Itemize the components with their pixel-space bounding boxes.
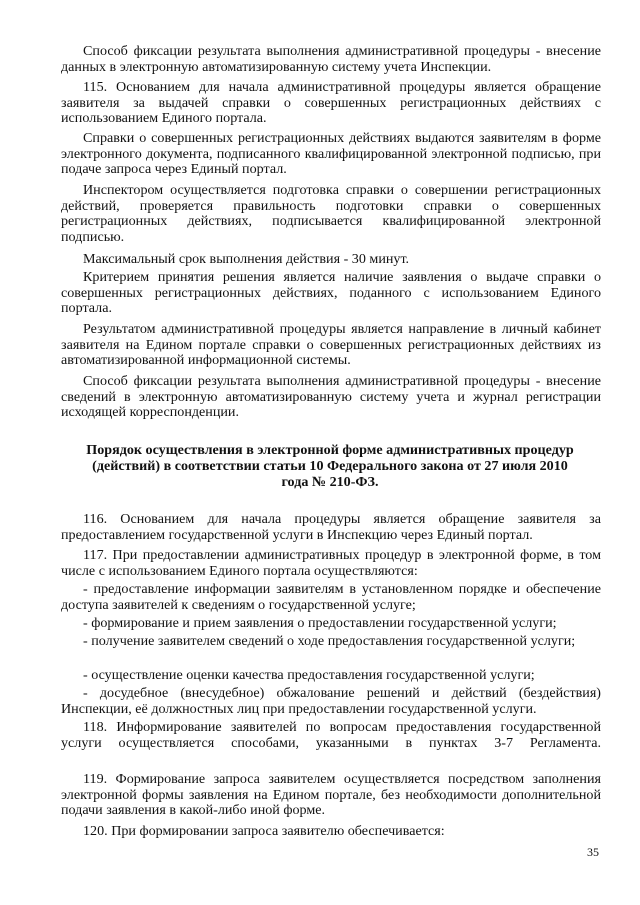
paragraph: Справки о совершенных регистрационных действиях выдаются заявителям в форме электронного документа, подписанного квалифицированной электронной подписью, при подаче запроса через Единый портал. xyxy=(61,130,601,178)
list-item: - досудебное (внесудебное) обжалование решений и действий (бездействия) Инспекции, её должностных лиц при предоставлении государственной услуги. xyxy=(61,685,601,717)
list-item: - осуществление оценки качества предоставления государственной услуги; xyxy=(83,667,535,683)
paragraph: Инспектором осуществляется подготовка справки о совершении регистрационных действий, проверяется правильность подготовки справки о совершенных регистрационных действиях, подписывается квалифицированной электронной подписью. xyxy=(61,182,601,245)
paragraph: Способ фиксации результата выполнения административной процедуры - внесение сведений в электронную автоматизированную систему учета и журнал регистрации исходящей корреспонденции. xyxy=(61,373,601,421)
paragraph: Критерием принятия решения является наличие заявления о выдаче справки о совершенных регистрационных действиях, поданного с использованием Единого портала. xyxy=(61,269,601,317)
paragraph: 118. Информирование заявителей по вопросам предоставления государственной услуги осуществляется способами, указанными в пунктах 3-7 Регламента. xyxy=(61,719,601,751)
paragraph: Способ фиксации результата выполнения административной процедуры - внесение данных в электронную автоматизированную систему учета Инспекции. xyxy=(61,43,601,75)
paragraph: 120. При формировании запроса заявителю обеспечивается: xyxy=(83,823,445,839)
list-item: - формирование и прием заявления о предоставлении государственной услуги; xyxy=(83,615,557,631)
paragraph: 116. Основанием для начала процедуры является обращение заявителя за предоставлением государственной услуги в Инспекцию через Единый портал. xyxy=(61,511,601,543)
paragraph: 119. Формирование запроса заявителем осуществляется посредством заполнения электронной формы заявления на Едином портале, без необходимости дополнительной подачи заявления в какой-либо иной форме. xyxy=(61,771,601,819)
list-item: - предоставление информации заявителям в установленном порядке и обеспечение доступа заявителей к сведениям о государственной услуге; xyxy=(61,581,601,613)
list-item: - получение заявителем сведений о ходе предоставления государственной услуги; xyxy=(83,633,576,649)
section-title: Порядок осуществления в электронной форме административных процедур (действий) в соответствии статьи 10 Федерального закона от 27 июля 2010 года № 210-ФЗ. xyxy=(86,442,574,490)
paragraph: 115. Основанием для начала административной процедуры является обращение заявителя за выдачей справки о совершенных регистрационных действиях с использованием Единого портала. xyxy=(61,79,601,127)
paragraph: Максимальный срок выполнения действия - 30 минут. xyxy=(83,251,410,267)
page-number: 35 xyxy=(587,845,599,859)
paragraph: Результатом административной процедуры является направление в личный кабинет заявителя на Едином портале справки о совершенных регистрационных действиях из автоматизированной информационной системы. xyxy=(61,321,601,369)
paragraph: 117. При предоставлении административных процедур в электронной форме, в том числе с использованием Единого портала осуществляются: xyxy=(61,547,601,579)
